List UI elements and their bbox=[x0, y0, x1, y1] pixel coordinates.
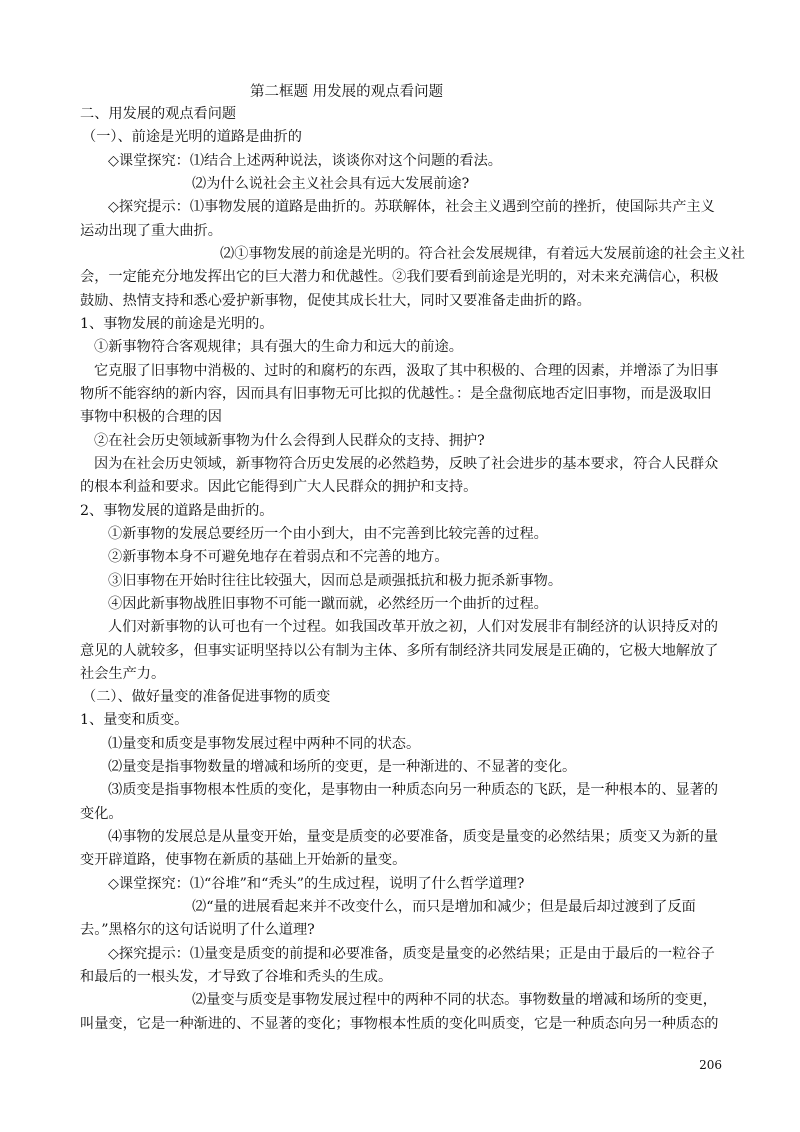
text-line: ⑵①事物发展的前途是光明的。符合社会发展规律，有着远大发展前途的社会主义社 bbox=[220, 246, 745, 262]
text-line: 运动出现了重大曲折。 bbox=[80, 223, 222, 239]
text-line: ⑴量变和质变是事物发展过程中两种不同的状态。 bbox=[108, 736, 421, 752]
text-line: ③旧事物在开始时往往比较强大，因而总是顽强抵抗和极力扼杀新事物。 bbox=[108, 573, 563, 589]
text-line: ◇探究提示：⑴事物发展的道路是曲折的。苏联解体，社会主义遇到空前的挫折，使国际共产主义 bbox=[108, 199, 715, 215]
text-line: 会，一定能充分地发挥出它的巨大潜力和优越性。②我们要看到前途是光明的，对未来充满信心，积极 bbox=[80, 269, 719, 285]
point-heading: 2、事物发展的道路是曲折的。 bbox=[80, 503, 274, 519]
text-line: 人们对新事物的认可也有一个过程。如我国改革开放之初，人们对发展非有制经济的认识持反对的 bbox=[108, 619, 719, 635]
text-line: ⑵量变是指事物数量的增减和场所的变更，是一种渐进的、不显著的变化。 bbox=[108, 759, 577, 775]
point-heading: 1、事物发展的前途是光明的。 bbox=[80, 316, 274, 332]
text-line: ⑵量变与质变是事物发展过程中的两种不同的状态。事物数量的增减和场所的变更， bbox=[192, 992, 717, 1008]
text-line: 物所不能容纳的新内容，因而具有旧事物无可比拟的优越性。：是全盘彻底地否定旧事物，而是汲取旧 bbox=[80, 386, 712, 402]
text-line: 的根本利益和要求。因此它能得到广大人民群众的拥护和支持。 bbox=[80, 479, 478, 495]
subsection-heading: （二）、做好量变的准备促进事物的质变 bbox=[82, 689, 331, 705]
text-line: ④因此新事物战胜旧事物不可能一蹴而就，必然经历一个曲折的过程。 bbox=[108, 596, 548, 612]
text-line: 鼓励、热情支持和悉心爱护新事物，促使其成长壮大，同时又要准备走曲折的路。 bbox=[80, 293, 591, 309]
text-line: ◇探究提示：⑴量变是质变的前提和必要准备，质变是量变的必然结果；正是由于最后的一粒谷子 bbox=[108, 946, 715, 962]
text-line: ⑵“量的进展看起来并不改变什么，而只是增加和减少；但是最后却过渡到了反面 bbox=[192, 899, 696, 915]
text-line: 去。”黑格尔的这句话说明了什么道理? bbox=[80, 922, 315, 938]
text-line: ②新事物本身不可避免地存在着弱点和不完善的地方。 bbox=[108, 549, 449, 565]
text-line: ◇课堂探究：⑴“谷堆”和“秃头”的生成过程，说明了什么哲学道理? bbox=[108, 876, 525, 892]
text-line: ⑷事物的发展总是从量变开始，量变是质变的必要准备，质变是量变的必然结果；质变又为新的量 bbox=[108, 829, 719, 845]
text-line: 因为在社会历史领域，新事物符合历史发展的必然趋势，反映了社会进步的基本要求，符合人民群众 bbox=[94, 456, 719, 472]
text-line: 和最后的一根头发，才导致了谷堆和秃头的生成。 bbox=[80, 969, 393, 985]
page-number: 206 bbox=[699, 1058, 722, 1072]
text-line: 变开辟道路，使事物在新质的基础上开始新的量变。 bbox=[80, 852, 407, 868]
text-line: ◇课堂探究：⑴结合上述两种说法，谈谈你对这个问题的看法。 bbox=[108, 153, 502, 169]
text-line: ②在社会历史领域新事物为什么会得到人民群众的支持、拥护? bbox=[94, 433, 485, 449]
text-line: 它克服了旧事物中消极的、过时的和腐朽的东西，汲取了其中积极的、合理的因素，并增添了为旧事 bbox=[94, 363, 719, 379]
text-line: 事物中积极的合理的因 bbox=[80, 409, 222, 425]
text-line: 变化。 bbox=[80, 806, 123, 822]
page-title: 第二框题 用发展的观点看问题 bbox=[250, 84, 444, 100]
text-line: ①新事物的发展总要经历一个由小到大，由不完善到比较完善的过程。 bbox=[108, 526, 548, 542]
section-heading: 二、用发展的观点看问题 bbox=[80, 106, 237, 122]
text-line: ⑵为什么说社会主义社会具有远大发展前途? bbox=[192, 176, 470, 192]
point-heading: 1、量变和质变。 bbox=[80, 712, 189, 728]
text-line: 叫量变，它是一种渐进的、不显著的变化；事物根本性质的变化叫质变，它是一种质态向另一种质态的 bbox=[80, 1016, 719, 1032]
text-line: ①新事物符合客观规律；具有强大的生命力和远大的前途。 bbox=[94, 339, 463, 355]
text-line: ⑶质变是指事物根本性质的变化，是事物由一种质态向另一种质态的飞跃，是一种根本的、显著的 bbox=[108, 782, 719, 798]
subsection-heading: （一）、前途是光明的道路是曲折的 bbox=[82, 129, 302, 145]
text-line: 社会生产力。 bbox=[80, 666, 166, 682]
text-line: 意见的人就较多，但事实证明坚持以公有制为主体、多所有制经济共同发展是正确的，它极大地解放了 bbox=[80, 643, 719, 659]
